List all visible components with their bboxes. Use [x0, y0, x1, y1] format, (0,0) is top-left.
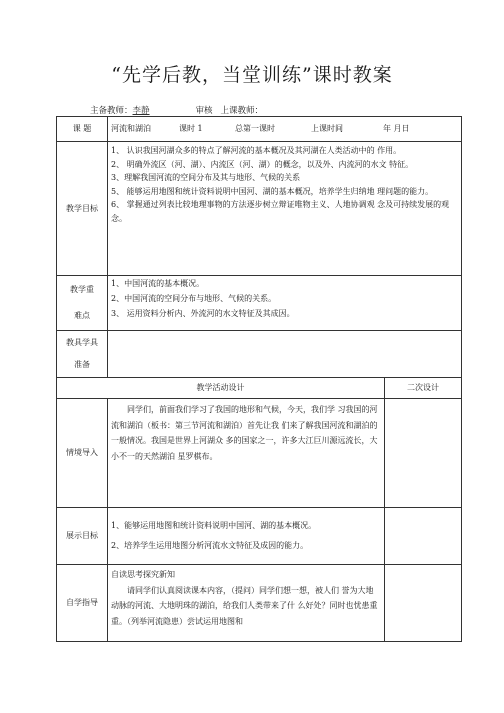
time-label: 上课时间 [311, 124, 343, 134]
lesson-plan-table [56, 116, 462, 642]
intro-second-design [385, 399, 462, 508]
goal-item: 2、 明确外流区（河、湖）、内流区（河、湖）的概念，以及外、内流河的水文 特征。 [111, 159, 414, 169]
review-label: 审核 [195, 106, 213, 116]
self-study-second-design [385, 565, 462, 642]
tools-content [108, 331, 462, 378]
goals-row [57, 142, 462, 276]
keypoint-item: 3、 运用资料分析内、外流河的水文特征及其成因。 [111, 309, 295, 318]
activity-header: 教学活动设计 [57, 378, 385, 399]
show-goal-item: 2、培养学生运用地图分析河流水文特征及成因的能力。 [111, 541, 309, 550]
self-study-content [108, 565, 385, 642]
keypoints-row [57, 276, 462, 331]
keypoint-item: 1、中国河流的基本概况。 [111, 279, 205, 288]
keypoints-label-line1: 教学重 [70, 285, 94, 294]
meta-line [90, 104, 263, 116]
header-info [108, 117, 462, 142]
total-label: 总第一课时 [235, 124, 275, 134]
header-row [57, 117, 462, 142]
self-study-row [57, 565, 462, 642]
date-label: 年 月日 [383, 124, 410, 134]
goals-label: 教学目标 [57, 142, 108, 276]
author-label: 主备教师： [90, 106, 133, 116]
tools-label-line1: 教具学具 [66, 338, 98, 347]
self-study-heading: 自读思考探究新知 [111, 570, 175, 579]
goals-content [108, 142, 462, 276]
keypoints-content [108, 276, 462, 331]
goal-item: 6、 掌握通过列表比较地理事物的方法逐步树立辩证唯物主义、人地协调观 念及可持续发展的观念。 [111, 200, 450, 223]
show-goals-label: 展示目标 [57, 508, 108, 565]
intro-row [57, 399, 462, 508]
page-title: “先学后教，当堂训练”课时教案 [111, 64, 393, 86]
second-design-header: 二次设计 [385, 378, 462, 399]
intro-content: 同学们，前面我们学习了我国的地形和气候，今天，我们学 习我国的河流和湖泊（板书：第三节河流和湖泊）首先让我 们来了解我国河流和湖泊的一般情况。我国是世界上河湖众 多的国家之一，许多大江巨川源远流长，大小不一的天然湖泊 星罗棋布。 [108, 399, 385, 508]
keypoints-label [57, 276, 108, 331]
show-goals-content [108, 508, 385, 565]
self-study-text: 请同学们认真阅读课本内容，（提问）同学们想一想，被人们 誉为大地动脉的河流、大地明珠的湖泊，给我们人类带来了什 么好处？同时也忧患重重。（列举河流隐患）尝试运用地图和 [111, 585, 378, 626]
tools-label [57, 331, 108, 378]
goal-item: 3、理解我国河流的空间分布及其与地形、气候的关系 [111, 173, 301, 182]
keypoint-item: 2、中国河流的空间分布与地形、气候的关系。 [111, 294, 277, 303]
self-study-label: 自学指导 [57, 565, 108, 642]
teacher-label: 上课教师： [220, 106, 264, 116]
author-name: 李静 [132, 106, 150, 116]
goal-item: 1、 认识我国河湖众多的特点了解河流的基本概况及其河湖在人类活动中的 作用。 [111, 146, 402, 155]
goal-item: 5、 能够运用地图和统计资料说明中国河、湖的基本概况，培养学生归纳地 理问题的能力。 [111, 186, 434, 196]
design-header-row [57, 378, 462, 399]
intro-label: 情境导入 [57, 399, 108, 508]
keypoints-label-line2: 难点 [74, 311, 90, 320]
topic-value: 河流和湖泊 [111, 124, 151, 134]
period-label: 课时 1 [179, 124, 203, 134]
show-goal-item: 1、能够运用地图和统计资料说明中国河、湖的基本概况。 [111, 521, 317, 530]
tools-row [57, 331, 462, 378]
topic-label: 课 题 [57, 117, 108, 142]
show-goals-second-design [385, 508, 462, 565]
show-goals-row [57, 508, 462, 565]
tools-label-line2: 准备 [74, 360, 90, 369]
